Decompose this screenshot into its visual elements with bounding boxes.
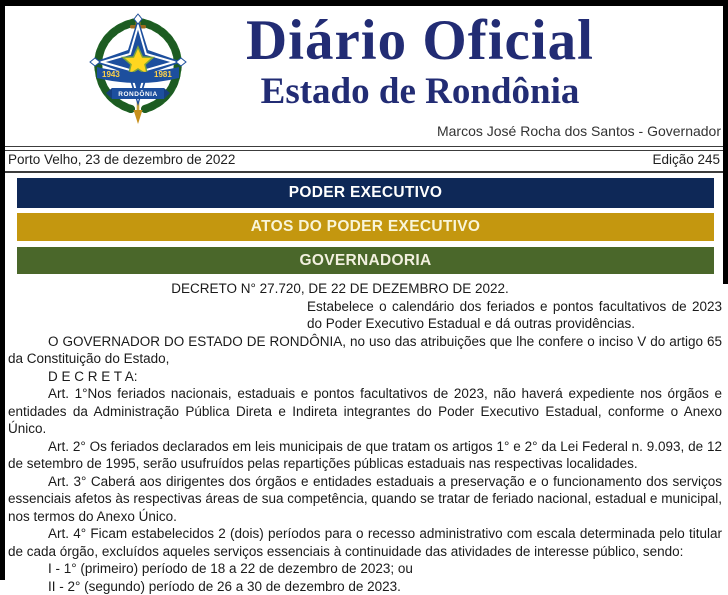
edition-number-label: Edição 245 xyxy=(652,152,720,167)
decree-decreta-line: D E C R E T A: xyxy=(8,368,722,386)
decree-item-i: I - 1° (primeiro) período de 18 a 22 de dezembro de 2023; ou xyxy=(8,560,722,578)
coat-year-left: 1943 xyxy=(102,70,120,79)
page-border-right xyxy=(723,0,728,284)
governor-name-line: Marcos José Rocha dos Santos - Governador xyxy=(437,123,721,139)
gazette-subtitle: Estado de Rondônia xyxy=(150,72,690,112)
coat-ribbon-label: RONDÔNIA xyxy=(118,89,157,98)
decree-summary: Estabelece o calendário dos feriados e pontos facultativos de 2023 do Poder Executivo Estadual e dá outras providências. xyxy=(307,298,722,333)
masthead-divider-single xyxy=(5,171,723,173)
coat-year-right: 1981 xyxy=(154,70,172,79)
decree-article-2: Art. 2° Os feriados declarados em leis municipais de que tratam os artigos 1° e 2° da Lei Federal n. 9.093, de 12 de setembro de 1995, serão usufruídos pelas repartições públicas estaduais nas respectivas localidades. xyxy=(8,438,722,473)
edition-info-row xyxy=(8,152,720,167)
decree-article-4: Art. 4° Ficam estabelecidos 2 (dois) períodos para o recesso administrativo com escala determinada pelo titular de cada órgão, excluídos aqueles serviços essenciais à continuidade das atividades de interesse público, sendo: xyxy=(8,525,722,560)
masthead-divider-double xyxy=(5,146,723,151)
page-border-left xyxy=(0,0,5,580)
banner-poder-executivo: PODER EXECUTIVO xyxy=(17,178,714,208)
gazette-title: Diário Oficial xyxy=(150,10,690,72)
decree-article-3: Art. 3° Caberá aos dirigentes dos órgãos e entidades estaduais a preservação e o funcionamento dos serviços essenciais afetos às respectivas áreas de sua competência, quando se tratar de feriado nacional, estadual e municipal, nos termos do Anexo Único. xyxy=(8,473,722,526)
place-date-label: Porto Velho, 23 de dezembro de 2022 xyxy=(8,152,235,167)
page-border-top xyxy=(0,0,728,6)
decree-preamble: O GOVERNADOR DO ESTADO DE RONDÔNIA, no uso das atribuições que lhe confere o inciso V do artigo 65 da Constituição do Estado, xyxy=(8,333,722,368)
decree-item-ii: II - 2° (segundo) período de 26 a 30 de dezembro de 2023. xyxy=(8,578,722,595)
decree-heading: DECRETO N° 27.720, DE 22 DE DEZEMBRO DE 2022. xyxy=(8,280,722,298)
banner-atos-do-poder-executivo: ATOS DO PODER EXECUTIVO xyxy=(17,213,714,241)
decree-body xyxy=(8,280,722,595)
banner-governadoria: GOVERNADORIA xyxy=(17,247,714,274)
masthead-titles xyxy=(150,10,690,112)
decree-article-1: Art. 1°Nos feriados nacionais, estaduais e pontos facultativos de 2023, não haverá expediente nos órgãos e entidades da Administração Pública Direta e Indireta integrantes do Poder Executivo Estadual, conforme o Anexo Único. xyxy=(8,385,722,438)
